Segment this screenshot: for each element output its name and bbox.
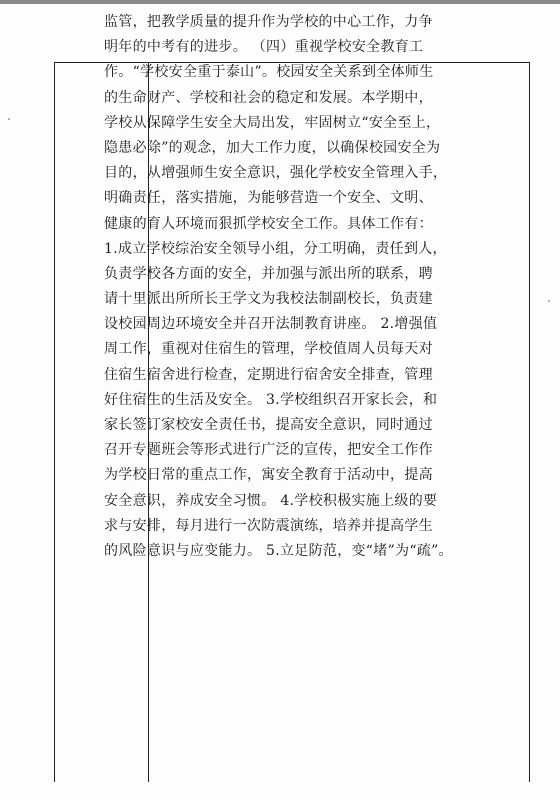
top-edge-border: [0, 0, 560, 4]
text-line: 为学校日常的重点工作，寓安全教育于活动中，提高: [104, 467, 433, 484]
text-line: 求与安排，每月进行一次防震演练，培养并提高学生: [104, 517, 433, 534]
text-line: 家长签订家校安全责任书，提高安全意识，同时通过: [104, 417, 433, 433]
text-line: 明确责任，落实措施，为能够营造一个安全、文明、: [104, 190, 433, 207]
text-line: 请十里派出所所长王学文为我校法制副校长，负责建: [104, 291, 433, 308]
text-line: 作。“学校安全重于泰山”。校园安全关系到全体师生: [104, 64, 434, 81]
text-line: 召开专题班会等形式进行广泛的宣传，把安全工作作: [104, 442, 433, 459]
scan-speck: [548, 300, 550, 302]
text-line: 监管，把教学质量的提升作为学校的中心工作，力争: [104, 14, 433, 30]
text-line: 明年的中考有的进步。 （四）重视学校安全教育工: [104, 39, 424, 56]
text-line: 的生命财产、学校和社会的稳定和发展。本学期中，: [104, 89, 433, 106]
text-line: 安全意识，养成安全习惯。 4.学校积极实施上级的要: [104, 492, 438, 509]
text-line: 目的，从增强师生安全意识，强化学校安全管理入手，: [104, 165, 448, 182]
text-line: 健康的育人环境而狠抓学校安全工作。具体工作有：: [104, 215, 433, 232]
text-line: 隐患必除”的观念，加大工作力度，以确保校园安全为: [104, 139, 441, 156]
text-line: 学校从保障学生安全大局出发，牢固树立“安全至上，: [104, 114, 441, 131]
text-line: 住宿生宿舍进行检查，定期进行宿舍安全排查，管理: [104, 366, 433, 383]
text-line: 1.成立学校综治安全领导小组，分工明确，责任到人，: [104, 240, 447, 257]
text-line: 的风险意识与应变能力。 5.立足防范，变“堵”为“疏”。: [104, 542, 453, 559]
text-line: 设校园周边环境安全并召开法制教育讲座。 2.增强值: [104, 316, 438, 333]
body-text: [104, 10, 468, 564]
scan-speck: [8, 118, 10, 120]
text-line: 负责学校各方面的安全，并加强与派出所的联系，聘: [104, 265, 433, 282]
text-line: 好住宿生的生活及安全。 3.学校组织召开家长会，和: [104, 391, 438, 408]
text-line: 周工作，重视对住宿生的管理，学校值周人员每天对: [104, 341, 433, 358]
